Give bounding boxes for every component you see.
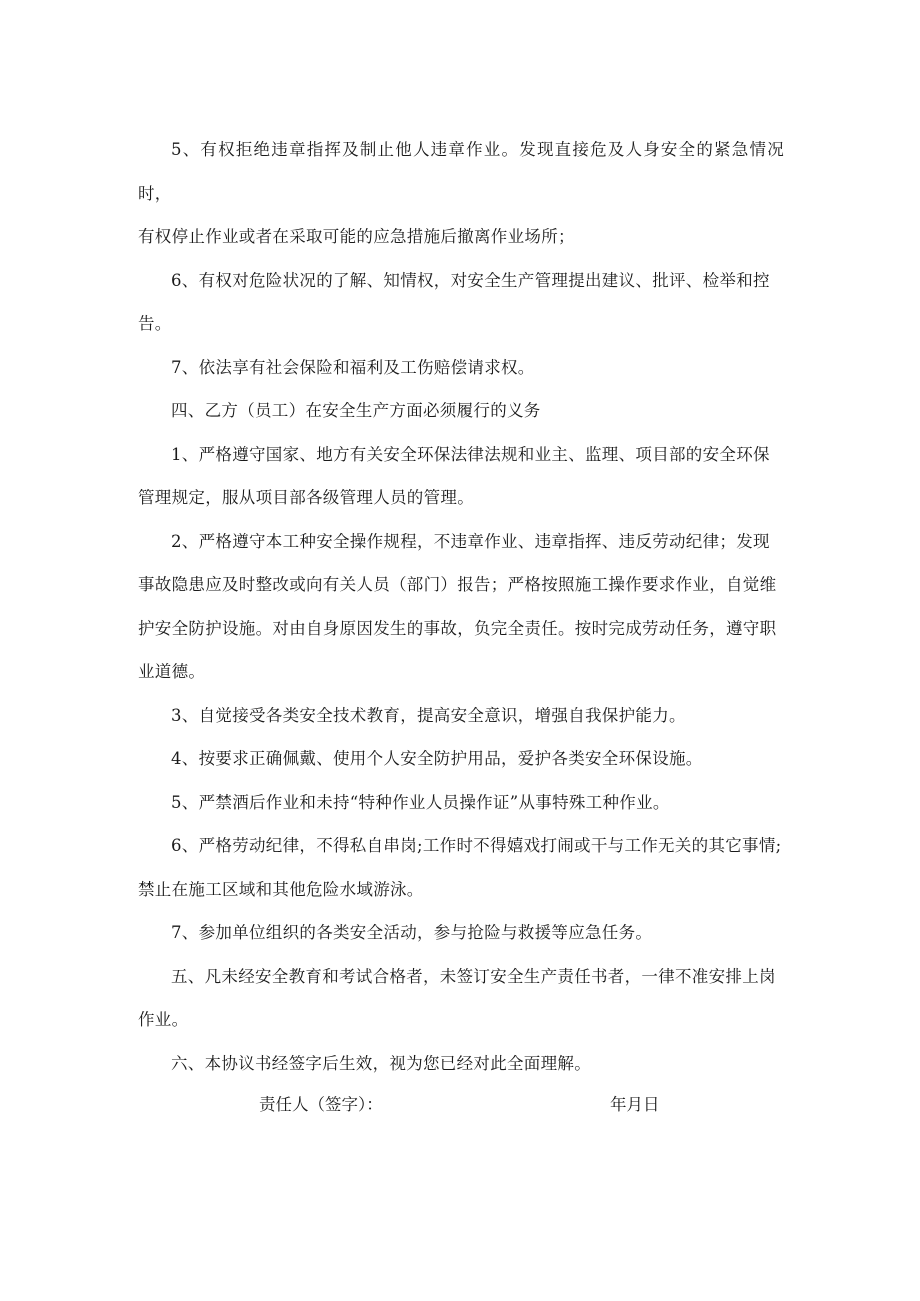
paragraph-duty-7: [138, 911, 784, 955]
document-body: [138, 128, 784, 1085]
paragraph-rights-5: [138, 128, 784, 259]
paragraph-duty-6: [138, 824, 784, 911]
paragraph-rights-7: [138, 346, 784, 390]
signature-block: [0, 1083, 920, 1127]
paragraph-line: 5、有权拒绝违章指挥及制止他人违章作业。发现直接危及人身安全的紧急情况时，: [138, 140, 784, 203]
paragraph-line: 四、乙方（员工）在安全生产方面必须履行的义务: [171, 401, 541, 420]
paragraph-duty-3: [138, 694, 784, 738]
date-label: 年月日: [610, 1095, 660, 1114]
paragraph-duty-1: [138, 433, 784, 520]
paragraph-line: 禁止在施工区域和其他危险水域游泳。: [138, 879, 424, 899]
paragraph-line: 6、严格劳动纪律，不得私自串岗;工作时不得嬉戏打闹或干与工作无关的其它事情;: [171, 836, 782, 855]
paragraph-line: 五、凡未经安全教育和考试合格者，未签订安全生产责任书者，一律不准安排上岗: [171, 966, 776, 986]
paragraph-line: 7、参加单位组织的各类安全活动，参与抢险与救援等应急任务。: [171, 923, 653, 942]
paragraph-line: 事故隐患应及时整改或向有关人员（部门）报告；严格按照施工操作要求作业，自觉维: [138, 575, 777, 594]
paragraph-duty-5: [138, 781, 784, 825]
paragraph-line: 护安全防护设施。对由自身原因发生的事故，负完全责任。按时完成劳动任务，遵守职: [138, 618, 777, 638]
paragraph-line: 管理规定，服从项目部各级管理人员的管理。: [138, 488, 474, 507]
paragraph-line: 作业。: [138, 1010, 189, 1029]
paragraph-duty-2: [138, 520, 784, 694]
paragraph-section-6: [138, 1042, 784, 1086]
paragraph-duty-4: [138, 737, 784, 781]
paragraph-line: 六、本协议书经签字后生效，视为您已经对此全面理解。: [171, 1053, 591, 1073]
paragraph-line: 1、严格遵守国家、地方有关安全环保法律法规和业主、监理、项目部的安全环保: [171, 444, 770, 464]
paragraph-section-4-heading: [138, 389, 784, 433]
paragraph-rights-6: [138, 259, 784, 346]
paragraph-line: 7、依法享有社会保险和福利及工伤赔偿请求权。: [171, 357, 535, 377]
paragraph-line: 4、按要求正确佩戴、使用个人安全防护用品，爱护各类安全环保设施。: [171, 749, 703, 768]
paragraph-line: 告。: [138, 314, 172, 333]
paragraph-line: 有权停止作业或者在采取可能的应急措施后撤离作业场所；: [138, 227, 575, 246]
paragraph-line: 6、有权对危险状况的了解、知情权，对安全生产管理提出建议、批评、检举和控: [171, 270, 770, 290]
paragraph-line: 3、自觉接受各类安全技术教育，提高安全意识，增强自我保护能力。: [171, 705, 686, 725]
paragraph-line: 5、严禁酒后作业和未持“特种作业人员操作证”从事特殊工种作业。: [171, 792, 670, 812]
paragraph-line: 2、严格遵守本工种安全操作规程，不违章作业、违章指挥、违反劳动纪律；发现: [171, 531, 770, 551]
paragraph-section-5: [138, 955, 784, 1042]
paragraph-line: 业道德。: [138, 662, 206, 681]
responsible-signature-label: 责任人（签字）：: [259, 1095, 383, 1114]
